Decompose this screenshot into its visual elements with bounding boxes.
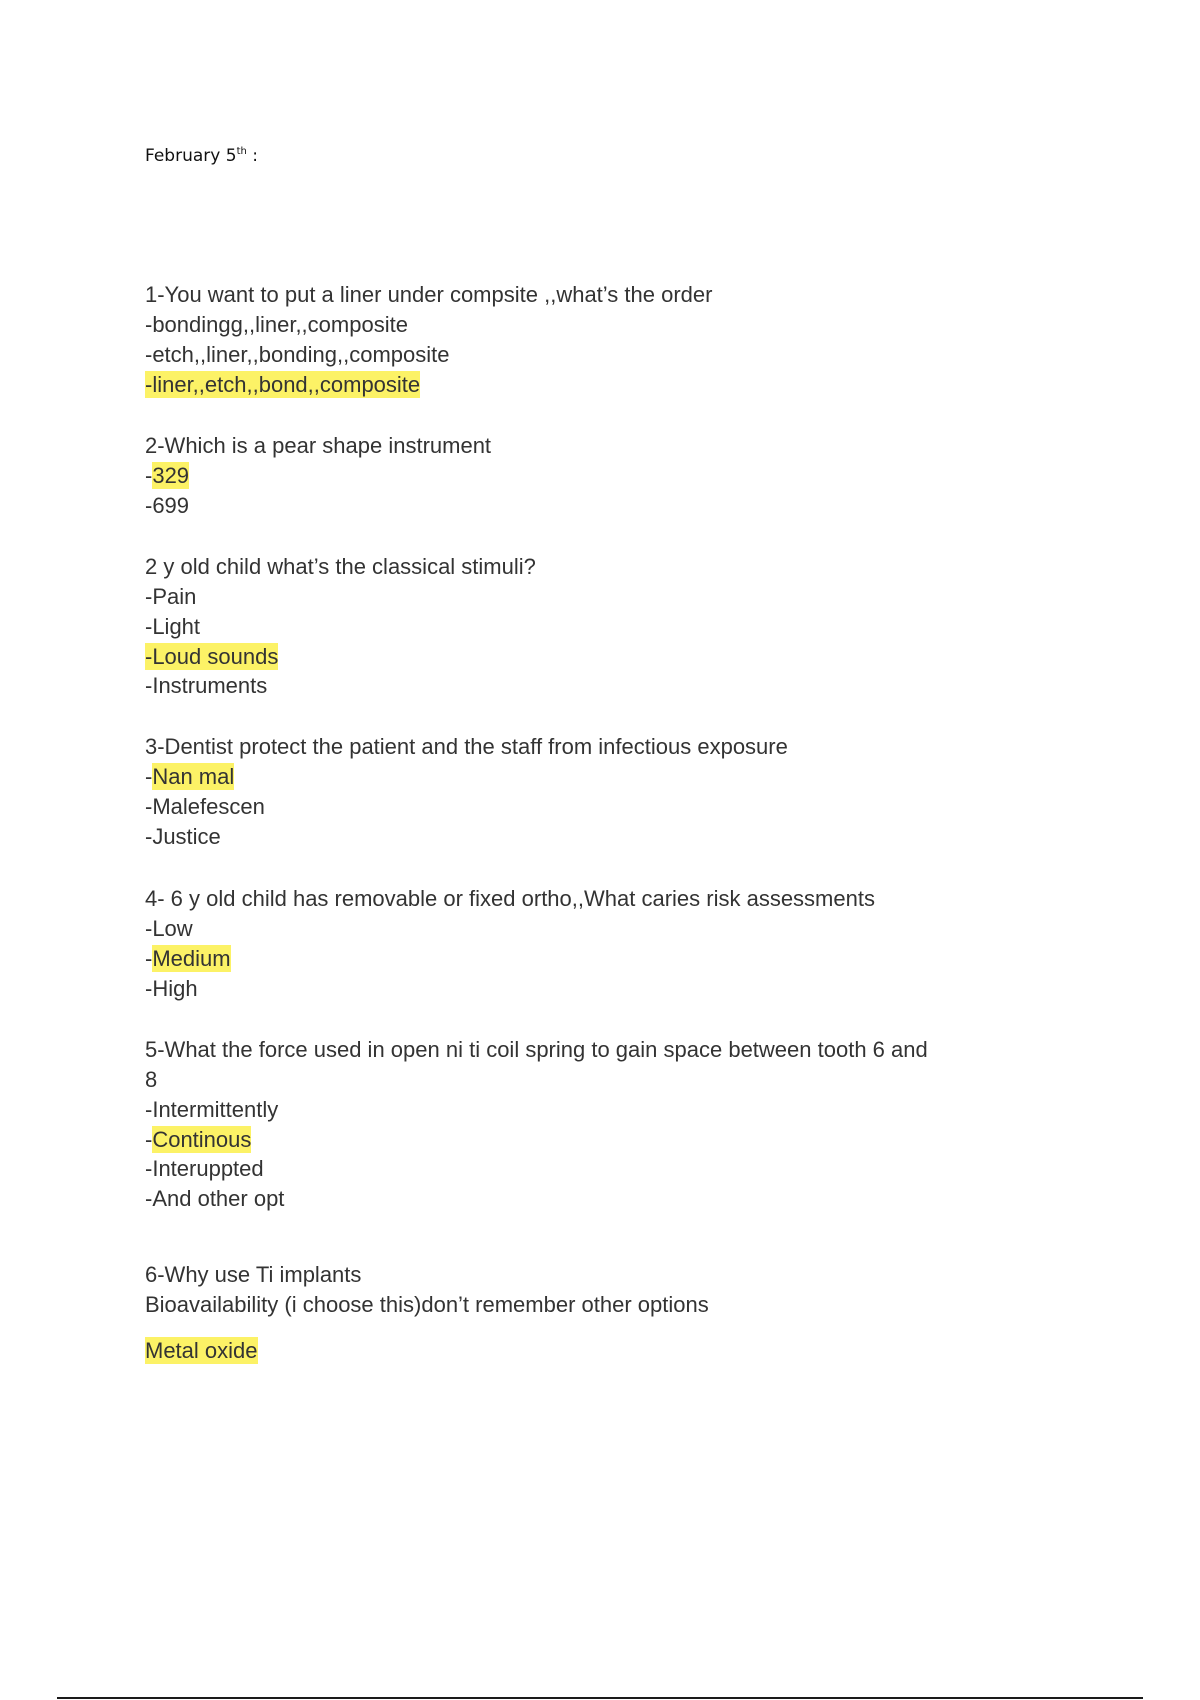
question-child-stimuli-answer-highlighted: -Loud sounds: [145, 644, 279, 669]
question-5-text: 5-What the force used in open ni ti coil spring to gain space between tooth 6 and: [145, 1037, 928, 1062]
question-4-text: 4- 6 y old child has removable or fixed ortho,,What caries risk assessments: [145, 886, 875, 911]
question-4-option: -Low: [145, 916, 193, 941]
question-3-text: 3-Dentist protect the patient and the staff from infectious exposure: [145, 734, 788, 759]
page-date-heading: [145, 146, 258, 166]
question-6-answer-highlighted: Metal oxide: [145, 1338, 258, 1363]
question-2-answer-highlighted: -329: [145, 463, 190, 488]
question-1-option: -bondingg,,liner,,composite: [145, 312, 408, 337]
question-1-answer-highlighted: -liner,,etch,,bond,,composite: [145, 372, 421, 397]
question-child-stimuli-option: -Light: [145, 614, 201, 639]
question-child-stimuli-option: -Instruments: [145, 673, 268, 698]
page-bottom-divider: [57, 1697, 1143, 1699]
question-3-option: -Malefescen: [145, 794, 265, 819]
question-2-text: 2-Which is a pear shape instrument: [145, 433, 492, 458]
question-5-option: -Intermittently: [145, 1097, 279, 1122]
question-4-answer-highlighted: -Medium: [145, 946, 231, 971]
question-6-note: Bioavailability (i choose this)don’t remember other options: [145, 1292, 709, 1317]
question-5-option: -And other opt: [145, 1186, 285, 1211]
question-5-text-continued: 8: [145, 1067, 158, 1092]
date-colon: :: [246, 146, 258, 166]
question-2-option: -699: [145, 493, 190, 518]
date-text: February 5: [145, 146, 237, 166]
question-4-option: -High: [145, 976, 198, 1001]
question-1-text: 1-You want to put a liner under compsite ,,what’s the order: [145, 282, 713, 307]
question-6-text: 6-Why use Ti implants: [145, 1262, 362, 1287]
question-3-answer-highlighted: -Nan mal: [145, 764, 235, 789]
question-5-answer-highlighted: -Continous: [145, 1127, 252, 1152]
question-5-option: -Interuppted: [145, 1156, 264, 1181]
date-ordinal-suffix: th: [236, 146, 247, 157]
question-1-option: -etch,,liner,,bonding,,composite: [145, 342, 450, 367]
question-child-stimuli-text: 2 y old child what’s the classical stimuli?: [145, 554, 536, 579]
question-child-stimuli-option: -Pain: [145, 584, 197, 609]
question-3-option: -Justice: [145, 824, 221, 849]
